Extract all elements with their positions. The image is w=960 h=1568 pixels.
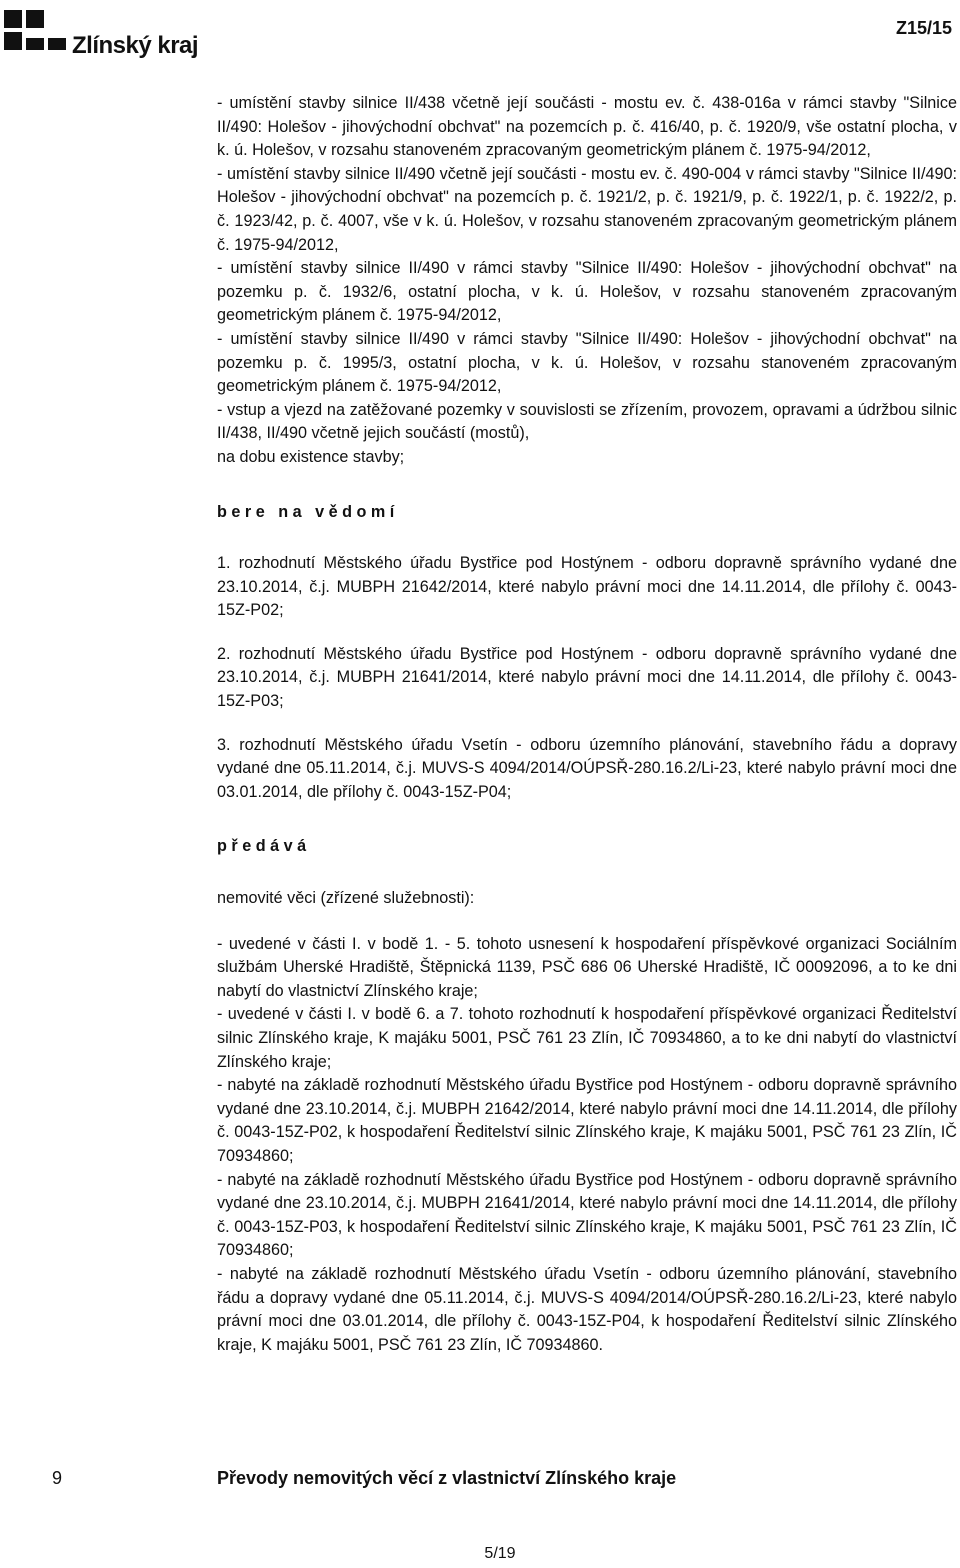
logo-square-icon	[4, 10, 22, 28]
list-item: 1. rozhodnutí Městského úřadu Bystřice pod Hostýnem - odboru dopravně správního vydané dne 23.10.2014, č.j. MUBPH 21642/2014, které nabylo právní moci dne 14.11.2014, dle přílohy č. 0043-15Z-P02;	[217, 554, 957, 620]
list-item: - uvedené v části I. v bodě 1. - 5. tohoto usnesení k hospodaření příspěvkové organizaci Sociálním službám Uherské Hradiště, Štěpnická 1139, PSČ 686 06 Uherské Hradiště, IČ 00092096, a to ke dni nabytí do vlastnictví Zlínského kraje;	[217, 934, 957, 1000]
paragraph: na dobu existence stavby;	[217, 447, 405, 466]
list-item: 2. rozhodnutí Městského úřadu Bystřice pod Hostýnem - odboru dopravně správního vydané dne 23.10.2014, č.j. MUBPH 21641/2014, které nabylo právní moci dne 14.11.2014, dle přílohy č. 0043-15Z-P03;	[217, 644, 957, 711]
page-number: 5/19	[484, 1545, 516, 1562]
page-header	[0, 0, 960, 60]
list-item: - nabyté na základě rozhodnutí Městského úřadu Vsetín - odboru územního plánování, stavebního řádu a dopravy vydané dne 05.11.2014, č.j. MUVS-S 4094/2014/OÚPSŘ-280.16.2/Li-23, které nabylo právní moci dne 03.01.2014, dle přílohy č. 0043-15Z-P04, k hospodaření Ředitelství silnic Zlínského kraje, K majáku 5001, PSČ 761 23 Zlín, IČ 70934860.	[217, 1264, 957, 1354]
paragraph: nemovité věci (zřízené služebnosti):	[217, 889, 475, 908]
paragraph: - umístění stavby silnice II/490 včetně její součásti - mostu ev. č. 490-004 v rámci stavby "Silnice II/490: Holešov - jihovýchodní obchvat" na pozemcích p. č. 1921/2, p. č. 1921/9, p. č. 1922/1, p. č. 1922/2, p. č. 1923/42, p. č. 4007, vše v k. ú. Holešov, v rozsahu stanoveném zpracovaným geometrickým plánem č. 1975-94/2012,	[217, 164, 957, 254]
paragraph: - vstup a vjezd na zatěžované pozemky v souvislosti se zřízením, provozem, opravami a údržbou silnic II/438, II/490 včetně jejich součástí (mostů),	[217, 400, 957, 443]
section-number: 9	[52, 1468, 63, 1488]
section-heading-bere-na-vedomi: bere na vědomí	[217, 502, 399, 521]
logo-square-icon	[4, 32, 22, 50]
section-heading-predava: předává	[217, 837, 311, 856]
list-item: - uvedené v části I. v bodě 6. a 7. tohoto rozhodnutí k hospodaření příspěvkové organizaci Ředitelství silnic Zlínského kraje, K majáku 5001, PSČ 761 23 Zlín, IČ 70934860, a to ke dni nabytí do vlastnictví Zlínského kraje;	[217, 1005, 957, 1071]
paragraph: - umístění stavby silnice II/490 v rámci stavby "Silnice II/490: Holešov - jihovýchodní obchvat" na pozemku p. č. 1995/3, ostatní plocha, v k. ú. Holešov, v rozsahu stanoveném zpracovaným geometrickým plánem č. 1975-94/2012,	[217, 329, 957, 396]
logo-square-icon	[26, 10, 44, 28]
paragraph: - umístění stavby silnice II/438 včetně její součásti - mostu ev. č. 438-016a v rámci stavby "Silnice II/490: Holešov - jihovýchodní obchvat" na pozemcích p. č. 416/40, p. č. 1920/9, vše ostatní plocha, v k. ú. Holešov, v rozsahu stanoveném zpracovaným geometrickým plánem č. 1975-94/2012,	[217, 94, 957, 160]
page-id: Z15/15	[895, 18, 952, 38]
list-item: - nabyté na základě rozhodnutí Městského úřadu Bystřice pod Hostýnem - odboru dopravně správního vydané dne 23.10.2014, č.j. MUBPH 21642/2014, které nabylo právní moci dne 14.11.2014, dle přílohy č. 0043-15Z-P02, k hospodaření Ředitelství silnic Zlínského kraje, K majáku 5001, PSČ 761 23 Zlín, IČ 70934860;	[217, 1076, 957, 1165]
list-item: 3. rozhodnutí Městského úřadu Vsetín - odboru územního plánování, stavebního řádu a dopravy vydané dne 05.11.2014, č.j. MUVS-S 4094/2014/OÚPSŘ-280.16.2/Li-23, které nabylo právní moci dne 03.01.2014, dle přílohy č. 0043-15Z-P04;	[217, 735, 957, 801]
section-title: Převody nemovitých věcí z vlastnictví Zlínského kraje	[217, 1468, 677, 1488]
document-body	[217, 92, 957, 1357]
logo-square-icon	[48, 38, 66, 50]
zlinsky-kraj-logo	[4, 10, 199, 59]
list-item: - nabyté na základě rozhodnutí Městského úřadu Bystřice pod Hostýnem - odboru dopravně správního vydané dne 23.10.2014, č.j. MUBPH 21641/2014, které nabylo právní moci dne 14.11.2014, dle přílohy č. 0043-15Z-P03, k hospodaření Ředitelství silnic Zlínského kraje, K majáku 5001, PSČ 761 23 Zlín, IČ 70934860;	[217, 1170, 957, 1260]
logo-square-icon	[26, 38, 44, 50]
paragraph: - umístění stavby silnice II/490 v rámci stavby "Silnice II/490: Holešov - jihovýchodní obchvat" na pozemku p. č. 1932/6, ostatní plocha, v k. ú. Holešov, v rozsahu stanoveném zpracovaným geometrickým plánem č. 1975-94/2012,	[217, 259, 957, 325]
org-name: Zlínský kraj	[72, 32, 199, 59]
